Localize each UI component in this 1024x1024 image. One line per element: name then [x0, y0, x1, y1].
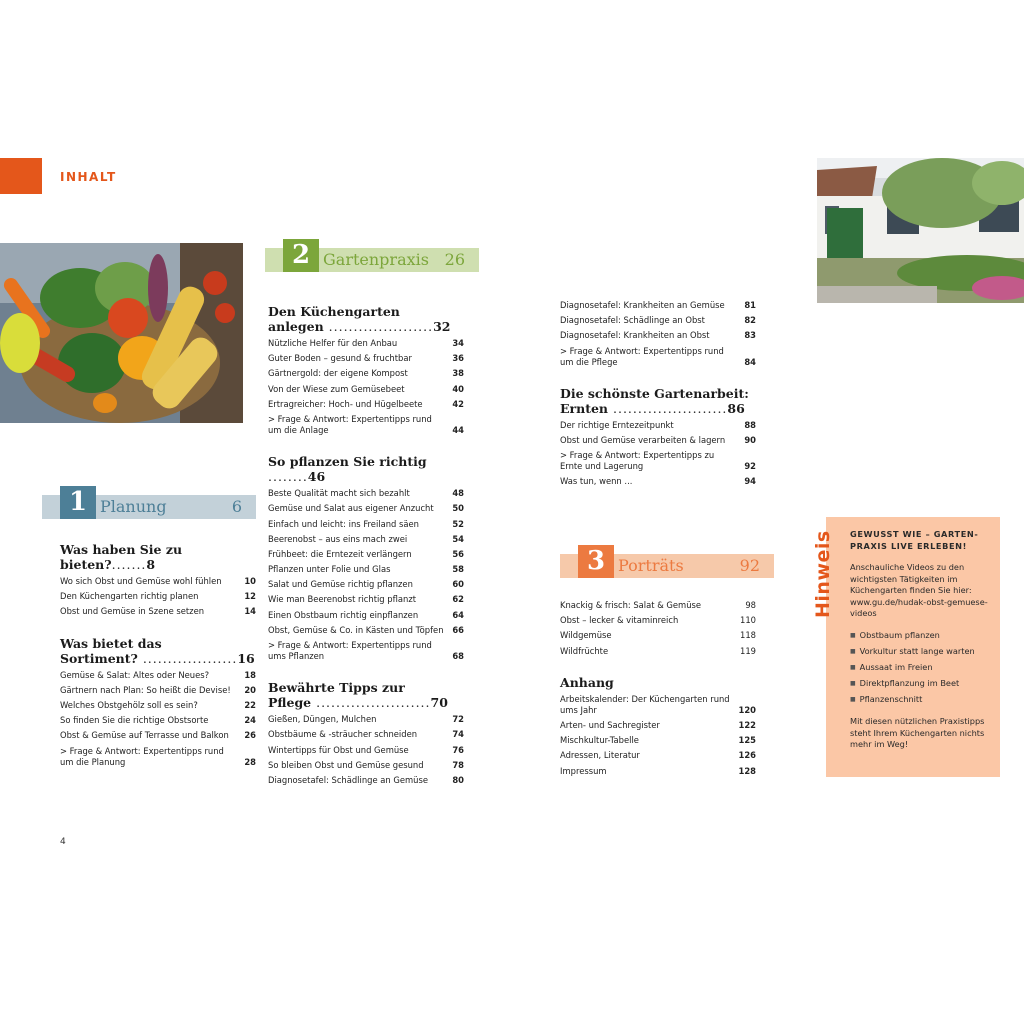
toc-entry[interactable]: Wintertipps für Obst und Gemüse 76	[268, 744, 464, 755]
hinweis-list-item: ■ Vorkultur statt lange warten	[850, 646, 990, 659]
toc-entry[interactable]: Diagnosetafel: Krankheiten an Obst 83	[560, 330, 756, 341]
toc-entry[interactable]: Pflanzen unter Folie und Glas 58	[268, 564, 464, 575]
toc-entry[interactable]: Wildgemüse 118	[560, 630, 756, 641]
toc-entry[interactable]: Beste Qualität macht sich bezahlt 48	[268, 488, 464, 499]
toc-entry[interactable]: Frühbeet: die Erntezeit verlängern 56	[268, 548, 464, 559]
toc-entry[interactable]: Arbeitskalender: Der Küchengarten rund ums Jahr 120	[560, 693, 756, 715]
hinweis-list-item: ■ Aussaat im Freien	[850, 662, 990, 675]
toc-entry[interactable]: Gemüse und Salat aus eigener Anzucht 50	[268, 503, 464, 514]
hinweis-label: Hinweis	[812, 530, 834, 618]
chapter-1-header[interactable]	[42, 487, 256, 519]
toc-entry[interactable]: Gärtnergold: der eigene Kompost 38	[268, 368, 464, 379]
toc-entry[interactable]: So finden Sie die richtige Obstsorte 24	[60, 715, 256, 726]
toc-entry[interactable]: Gießen, Düngen, Mulchen 72	[268, 714, 464, 725]
toc-entry[interactable]: Guter Boden – gesund & fruchtbar 36	[268, 353, 464, 364]
toc-entry[interactable]: Arten- und Sachregister 122	[560, 719, 756, 730]
toc-section-heading[interactable]: Bewährte Tipps zur Pflege .......................70	[268, 680, 448, 711]
hinweis-list-item: ■ Direktpflanzung im Beet	[850, 678, 990, 691]
toc-entry[interactable]: > Frage & Antwort: Expertentipps rund um die Planung 28	[60, 745, 256, 767]
toc-entry[interactable]: > Frage & Antwort: Expertentipps rund ums Pflanzen 68	[268, 640, 464, 661]
toc-entry[interactable]: Obst und Gemüse in Szene setzen 14	[60, 606, 256, 617]
toc-entry[interactable]: > Frage & Antwort: Expertentipps rund um die Pflege 84	[560, 345, 756, 367]
toc-entry[interactable]: Von der Wiese zum Gemüsebeet 40	[268, 383, 464, 394]
toc-entry[interactable]: Knackig & frisch: Salat & Gemüse 98	[560, 600, 756, 610]
garden-house-photo	[817, 158, 1024, 303]
chapter-title: Planung	[100, 497, 167, 516]
toc-entry[interactable]: Obst und Gemüse verarbeiten & lagern 90	[560, 434, 756, 445]
toc-entry[interactable]: Obst & Gemüse auf Terrasse und Balkon 26	[60, 730, 256, 741]
toc-entry[interactable]: Impressum 128	[560, 765, 756, 776]
hinweis-list-item: ■ Pflanzenschnitt	[850, 694, 990, 707]
toc-entry[interactable]: Welches Obstgehölz soll es sein? 22	[60, 699, 256, 710]
hinweis-intro: Anschauliche Videos zu den wichtigsten Tätigkeiten im Küchengarten finden Sie hier: www.gu.de/hudak-obst-gemuese-videos	[850, 562, 988, 618]
toc-entry[interactable]: Nützliche Helfer für den Anbau 34	[268, 338, 464, 348]
chapter-title: Gartenpraxis	[323, 250, 429, 269]
toc-entry[interactable]: > Frage & Antwort: Expertentipps rund um die Anlage 44	[268, 413, 464, 435]
toc-entry[interactable]: Adressen, Literatur 126	[560, 750, 756, 761]
chapter-page: 26	[444, 250, 465, 269]
chapter-number: 3	[578, 545, 614, 578]
page-number: 4	[60, 837, 66, 847]
page-section-label: INHALT	[60, 170, 117, 184]
toc-entry[interactable]: Diagnosetafel: Schädlinge an Obst 82	[560, 315, 756, 326]
hinweis-list	[850, 630, 990, 707]
chapter-2-header[interactable]	[265, 240, 479, 272]
hinweis-list-item: ■ Obstbaum pflanzen	[850, 630, 990, 643]
toc-entry[interactable]: Obst, Gemüse & Co. in Kästen und Töpfen 66	[268, 624, 464, 635]
toc-entry[interactable]: Wildfrüchte 119	[560, 645, 756, 656]
toc-entry[interactable]: Gemüse & Salat: Altes oder Neues? 18	[60, 669, 256, 680]
toc-entry[interactable]: Mischkultur-Tabelle 125	[560, 735, 756, 746]
chapter-3-header[interactable]	[560, 546, 774, 578]
hinweis-heading: GEWUSST WIE – GARTEN-PRAXIS LIVE ERLEBEN!	[850, 529, 979, 551]
vegetable-basket-photo	[0, 243, 243, 423]
toc-section-heading[interactable]: Anhang	[560, 674, 614, 690]
toc-section-heading[interactable]: Die schönste Gartenarbeit: Ernten .......................86	[560, 385, 749, 416]
toc-entry[interactable]: Der richtige Erntezeitpunkt 88	[560, 419, 756, 430]
toc-entry[interactable]: Einen Obstbaum richtig einpflanzen 64	[268, 609, 464, 620]
hinweis-outro: Mit diesen nützlichen Praxistipps steht Ihrem Küchengarten nichts mehr im Weg!	[850, 716, 985, 749]
chapter-title: Porträts	[618, 556, 684, 575]
toc-entry[interactable]: Was tun, wenn ... 94	[560, 476, 756, 487]
toc-entry[interactable]: Ertragreicher: Hoch- und Hügelbeete 42	[268, 398, 464, 409]
toc-section-heading[interactable]: Was bietet das Sortiment? ...................16	[60, 635, 255, 666]
toc-section-heading[interactable]: Den Küchengarten anlegen .....................32	[268, 304, 451, 334]
toc-entry[interactable]: Diagnosetafel: Krankheiten an Gemüse 81	[560, 300, 756, 310]
toc-entry[interactable]: Obstbäume & -sträucher schneiden 74	[268, 729, 464, 740]
toc-entry[interactable]: Wie man Beerenobst richtig pflanzt 62	[268, 594, 464, 605]
orange-header-tab	[0, 158, 42, 194]
toc-section-heading[interactable]: So pflanzen Sie richtig ........46	[268, 454, 427, 485]
toc-column-planung	[60, 542, 256, 772]
toc-entry[interactable]: Beerenobst – aus eins mach zwei 54	[268, 533, 464, 544]
toc-entry[interactable]: Salat und Gemüse richtig pflanzen 60	[268, 579, 464, 590]
toc-entry[interactable]: So bleiben Obst und Gemüse gesund 78	[268, 759, 464, 770]
toc-entry[interactable]: Obst – lecker & vitaminreich 110	[560, 615, 756, 626]
hinweis-box	[826, 517, 1000, 777]
toc-column-gartenpraxis-continued	[560, 300, 756, 492]
chapter-number: 2	[283, 239, 319, 272]
toc-entry[interactable]: > Frage & Antwort: Expertentipps zu Ernte und Lagerung 92	[560, 450, 756, 472]
toc-entry[interactable]: Diagnosetafel: Schädlinge an Gemüse 80	[268, 774, 464, 785]
toc-entry[interactable]: Gärtnern nach Plan: So heißt die Devise! 20	[60, 684, 256, 695]
chapter-page: 92	[739, 556, 760, 575]
toc-entry[interactable]: Den Küchengarten richtig planen 12	[60, 591, 256, 602]
chapter-page: 6	[231, 497, 242, 516]
toc-section-heading[interactable]: Was haben Sie zu bieten?.......8	[60, 542, 183, 572]
toc-entry[interactable]: Wo sich Obst und Gemüse wohl fühlen 10	[60, 576, 256, 586]
chapter-number: 1	[60, 486, 96, 519]
toc-entry[interactable]: Einfach und leicht: ins Freiland säen 52	[268, 518, 464, 529]
toc-column-portraets	[560, 600, 756, 781]
toc-column-gartenpraxis	[268, 304, 464, 790]
